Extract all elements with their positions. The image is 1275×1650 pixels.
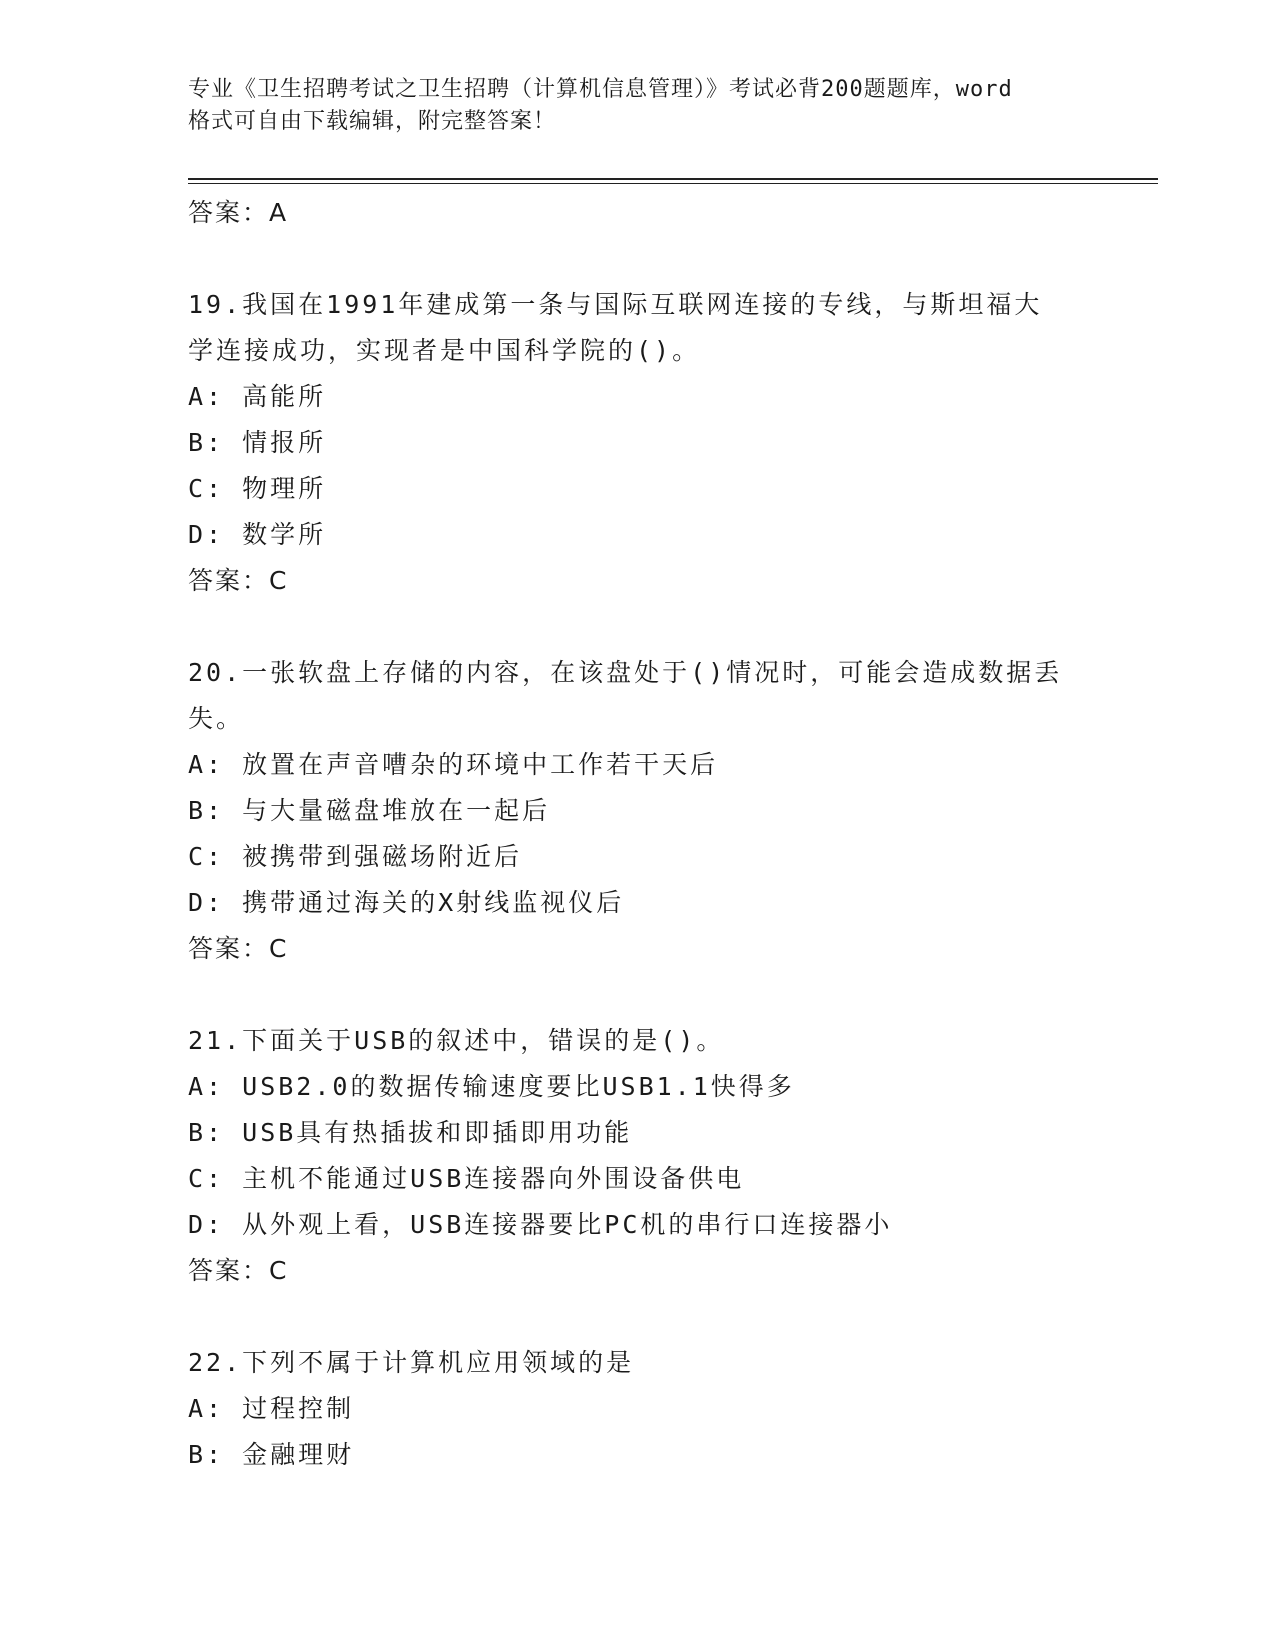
- question-text: 22.下列不属于计算机应用领域的是: [188, 1348, 635, 1377]
- answer-line: 答案：C: [188, 934, 289, 963]
- question-text: 20.一张软盘上存储的内容，在该盘处于()情况时，可能会造成数据丢: [188, 658, 1063, 687]
- option-b: B: 情报所: [188, 428, 327, 457]
- option-d: D: 携带通过海关的X射线监视仪后: [188, 888, 625, 917]
- question-text-cont: 失。: [188, 704, 245, 733]
- option-b: B: 与大量磁盘堆放在一起后: [188, 796, 551, 825]
- spacer: [188, 1294, 1108, 1340]
- option-b: B: USB具有热插拔和即插即用功能: [188, 1118, 633, 1147]
- option-a: A: 放置在声音嘈杂的环境中工作若干天后: [188, 750, 719, 779]
- header-line-1: 专业《卫生招聘考试之卫生招聘（计算机信息管理）》考试必背200题题库，word: [188, 77, 1013, 102]
- header-rule-thick: [188, 178, 1158, 180]
- question-text: 21.下面关于USB的叙述中，错误的是()。: [188, 1026, 725, 1055]
- question-19: [188, 282, 1108, 604]
- document-header: [188, 74, 1088, 138]
- question-22: [188, 1340, 1108, 1478]
- question-text: 19.我国在1991年建成第一条与国际互联网连接的专线，与斯坦福大: [188, 290, 1043, 319]
- option-d: D: 数学所: [188, 520, 327, 549]
- option-a: A: 过程控制: [188, 1394, 355, 1423]
- question-text-cont: 学连接成功，实现者是中国科学院的()。: [188, 336, 701, 365]
- spacer: [188, 972, 1108, 1018]
- header-line-2: 格式可自由下载编辑，附完整答案！: [188, 109, 557, 134]
- answer-line-prev: 答案：A: [188, 198, 289, 227]
- option-a: A: USB2.0的数据传输速度要比USB1.1快得多: [188, 1072, 795, 1101]
- answer-line: 答案：C: [188, 1256, 289, 1285]
- option-c: C: 物理所: [188, 474, 327, 503]
- question-20: [188, 650, 1108, 972]
- document-body: [188, 190, 1108, 1478]
- option-d: D: 从外观上看，USB连接器要比PC机的串行口连接器小: [188, 1210, 893, 1239]
- answer-line: 答案：C: [188, 566, 289, 595]
- spacer: [188, 604, 1108, 650]
- spacer: [188, 236, 1108, 282]
- option-c: C: 被携带到强磁场附近后: [188, 842, 523, 871]
- option-c: C: 主机不能通过USB连接器向外围设备供电: [188, 1164, 745, 1193]
- header-rule-thin: [188, 183, 1158, 184]
- question-21: [188, 1018, 1108, 1294]
- option-a: A: 高能所: [188, 382, 327, 411]
- option-b: B: 金融理财: [188, 1440, 355, 1469]
